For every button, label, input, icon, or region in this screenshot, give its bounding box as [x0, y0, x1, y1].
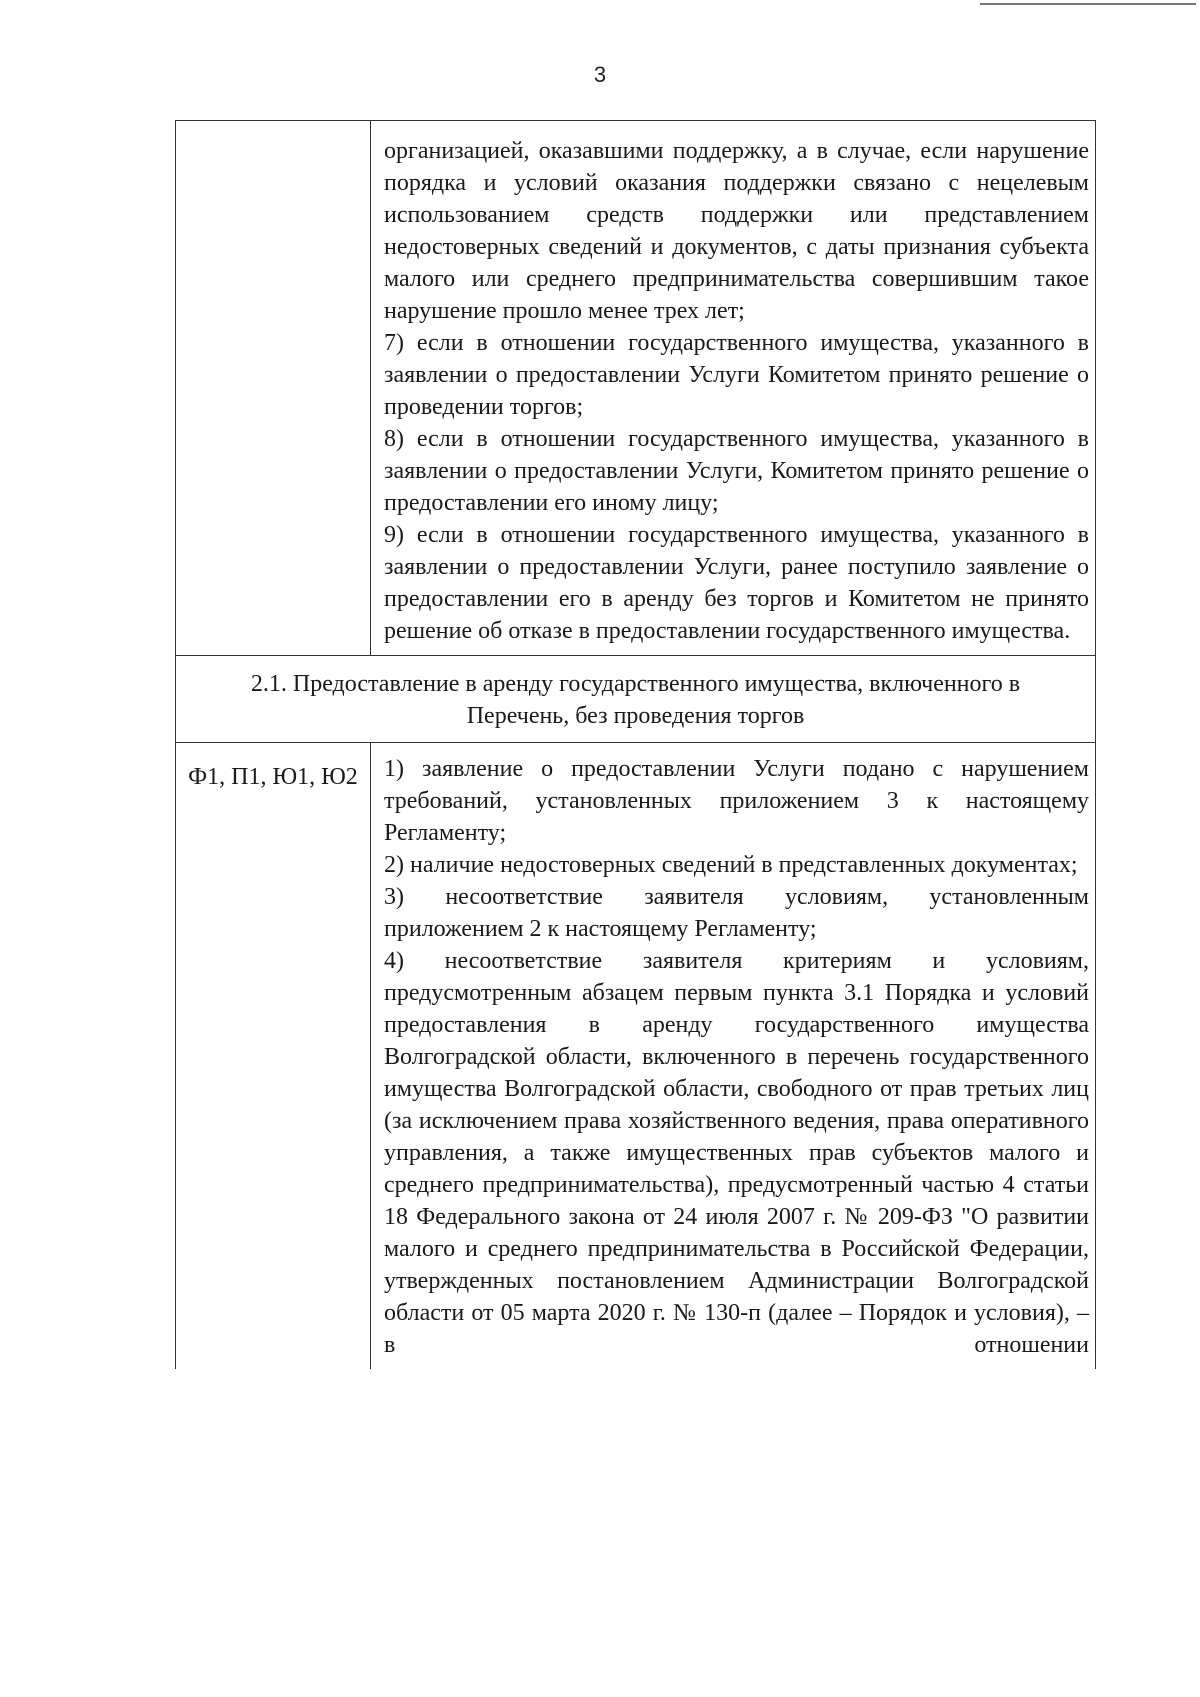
ground-item: организацией, оказавшими поддержку, а в случае, если нарушение порядка и условий оказания поддержки связано с нецелевым использованием средств поддержки или представлением недостоверных сведений и документов, с даты признания субъекта малого или среднего предпринимательства совершившим такое нарушение прошло менее трех лет;: [384, 138, 1089, 324]
ground-item: 2) наличие недостоверных сведений в представленных документах;: [384, 852, 1078, 878]
refusal-grounds-cell: [371, 121, 1096, 656]
page-number: 3: [593, 62, 607, 87]
ground-item: 9) если в отношении государственного имущества, указанного в заявлении о предоставлении Услуги, ранее поступило заявление о предоставлении его в аренду без торгов и Комитетом не принято решение об отказе в предоставлении государственного имущества.: [384, 522, 1089, 644]
ground-item: 1) заявление о предоставлении Услуги подано с нарушением требований, установленных приложением 3 к настоящему Регламенту;: [384, 756, 1089, 846]
refusal-grounds-table: [175, 120, 1096, 1369]
section-row: [176, 656, 1096, 743]
ground-item: 4) несоответствие заявителя критериям и условиям, предусмотренным абзацем первым пункта 3.1 Порядка и условий предоставления в аренду государственного имущества Волгоградской области, включенного в перечень государственного имущества Волгоградской области, свободного от прав третьих лиц (за исключением права хозяйственного ведения, права оперативного управления, а также имущественных прав субъектов малого и среднего предпринимательства), предусмотренный частью 4 статьи 18 Федерального закона от 24 июля 2007 г. № 209-ФЗ "О развитии малого и среднего предпринимательства в Российской Федерации, утвержденных постановлением Администрации Волгоградской области от 05 марта 2020 г. № 130-п (далее – Порядок и условия), – в отношении: [384, 948, 1089, 1358]
applicant-category-cell: Ф1, П1, Ю1, Ю2: [176, 743, 371, 1370]
table-row: [176, 743, 1096, 1370]
section-title: 2.1. Предоставление в аренду государственного имущества, включенного в Перечень, без проведения торгов: [176, 656, 1096, 743]
corner-rule: [980, 3, 1196, 5]
ground-item: 7) если в отношении государственного имущества, указанного в заявлении о предоставлении Услуги Комитетом принято решение о проведении торгов;: [384, 330, 1089, 420]
ground-item: 3) несоответствие заявителя условиям, установленным приложением 2 к настоящему Регламенту;: [384, 884, 1089, 942]
applicant-category-cell: [176, 121, 371, 656]
table-row: [176, 121, 1096, 656]
refusal-grounds-cell: [371, 743, 1096, 1370]
ground-item: 8) если в отношении государственного имущества, указанного в заявлении о предоставлении Услуги, Комитетом принято решение о предоставлении его иному лицу;: [384, 426, 1089, 516]
